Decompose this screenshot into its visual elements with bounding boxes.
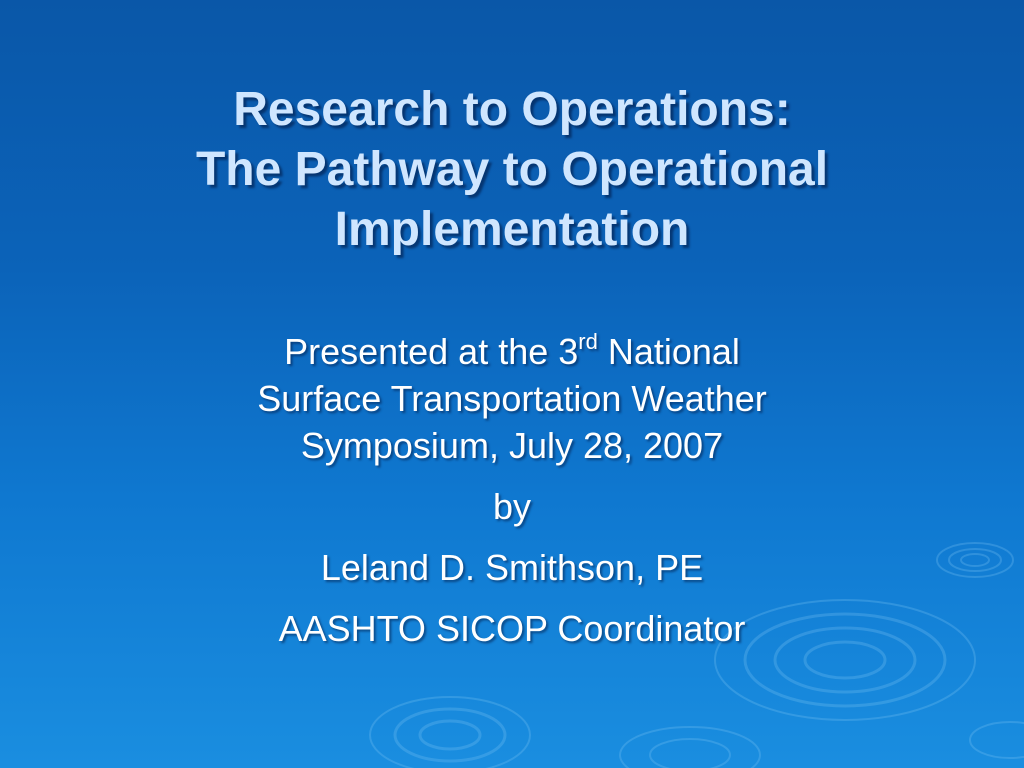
presented-suffix: National: [597, 331, 740, 372]
event-line-3: Symposium, July 28, 2007: [300, 425, 724, 466]
ordinal-superscript: rd: [578, 329, 598, 354]
author-role: AASHTO SICOP Coordinator: [278, 608, 746, 649]
event-line-2: Surface Transportation Weather: [257, 378, 767, 419]
title-line-1: Research to Operations:: [233, 83, 791, 136]
slide-subtitle: [40, 328, 984, 652]
by-line: by: [492, 486, 532, 527]
author-name: Leland D. Smithson, PE: [320, 547, 704, 588]
title-line-3: Implementation: [334, 203, 690, 256]
presented-prefix: Presented at the 3: [284, 331, 579, 372]
slide-title: [40, 80, 984, 260]
title-line-2: The Pathway to Operational: [195, 143, 829, 196]
presented-line: [40, 328, 984, 375]
